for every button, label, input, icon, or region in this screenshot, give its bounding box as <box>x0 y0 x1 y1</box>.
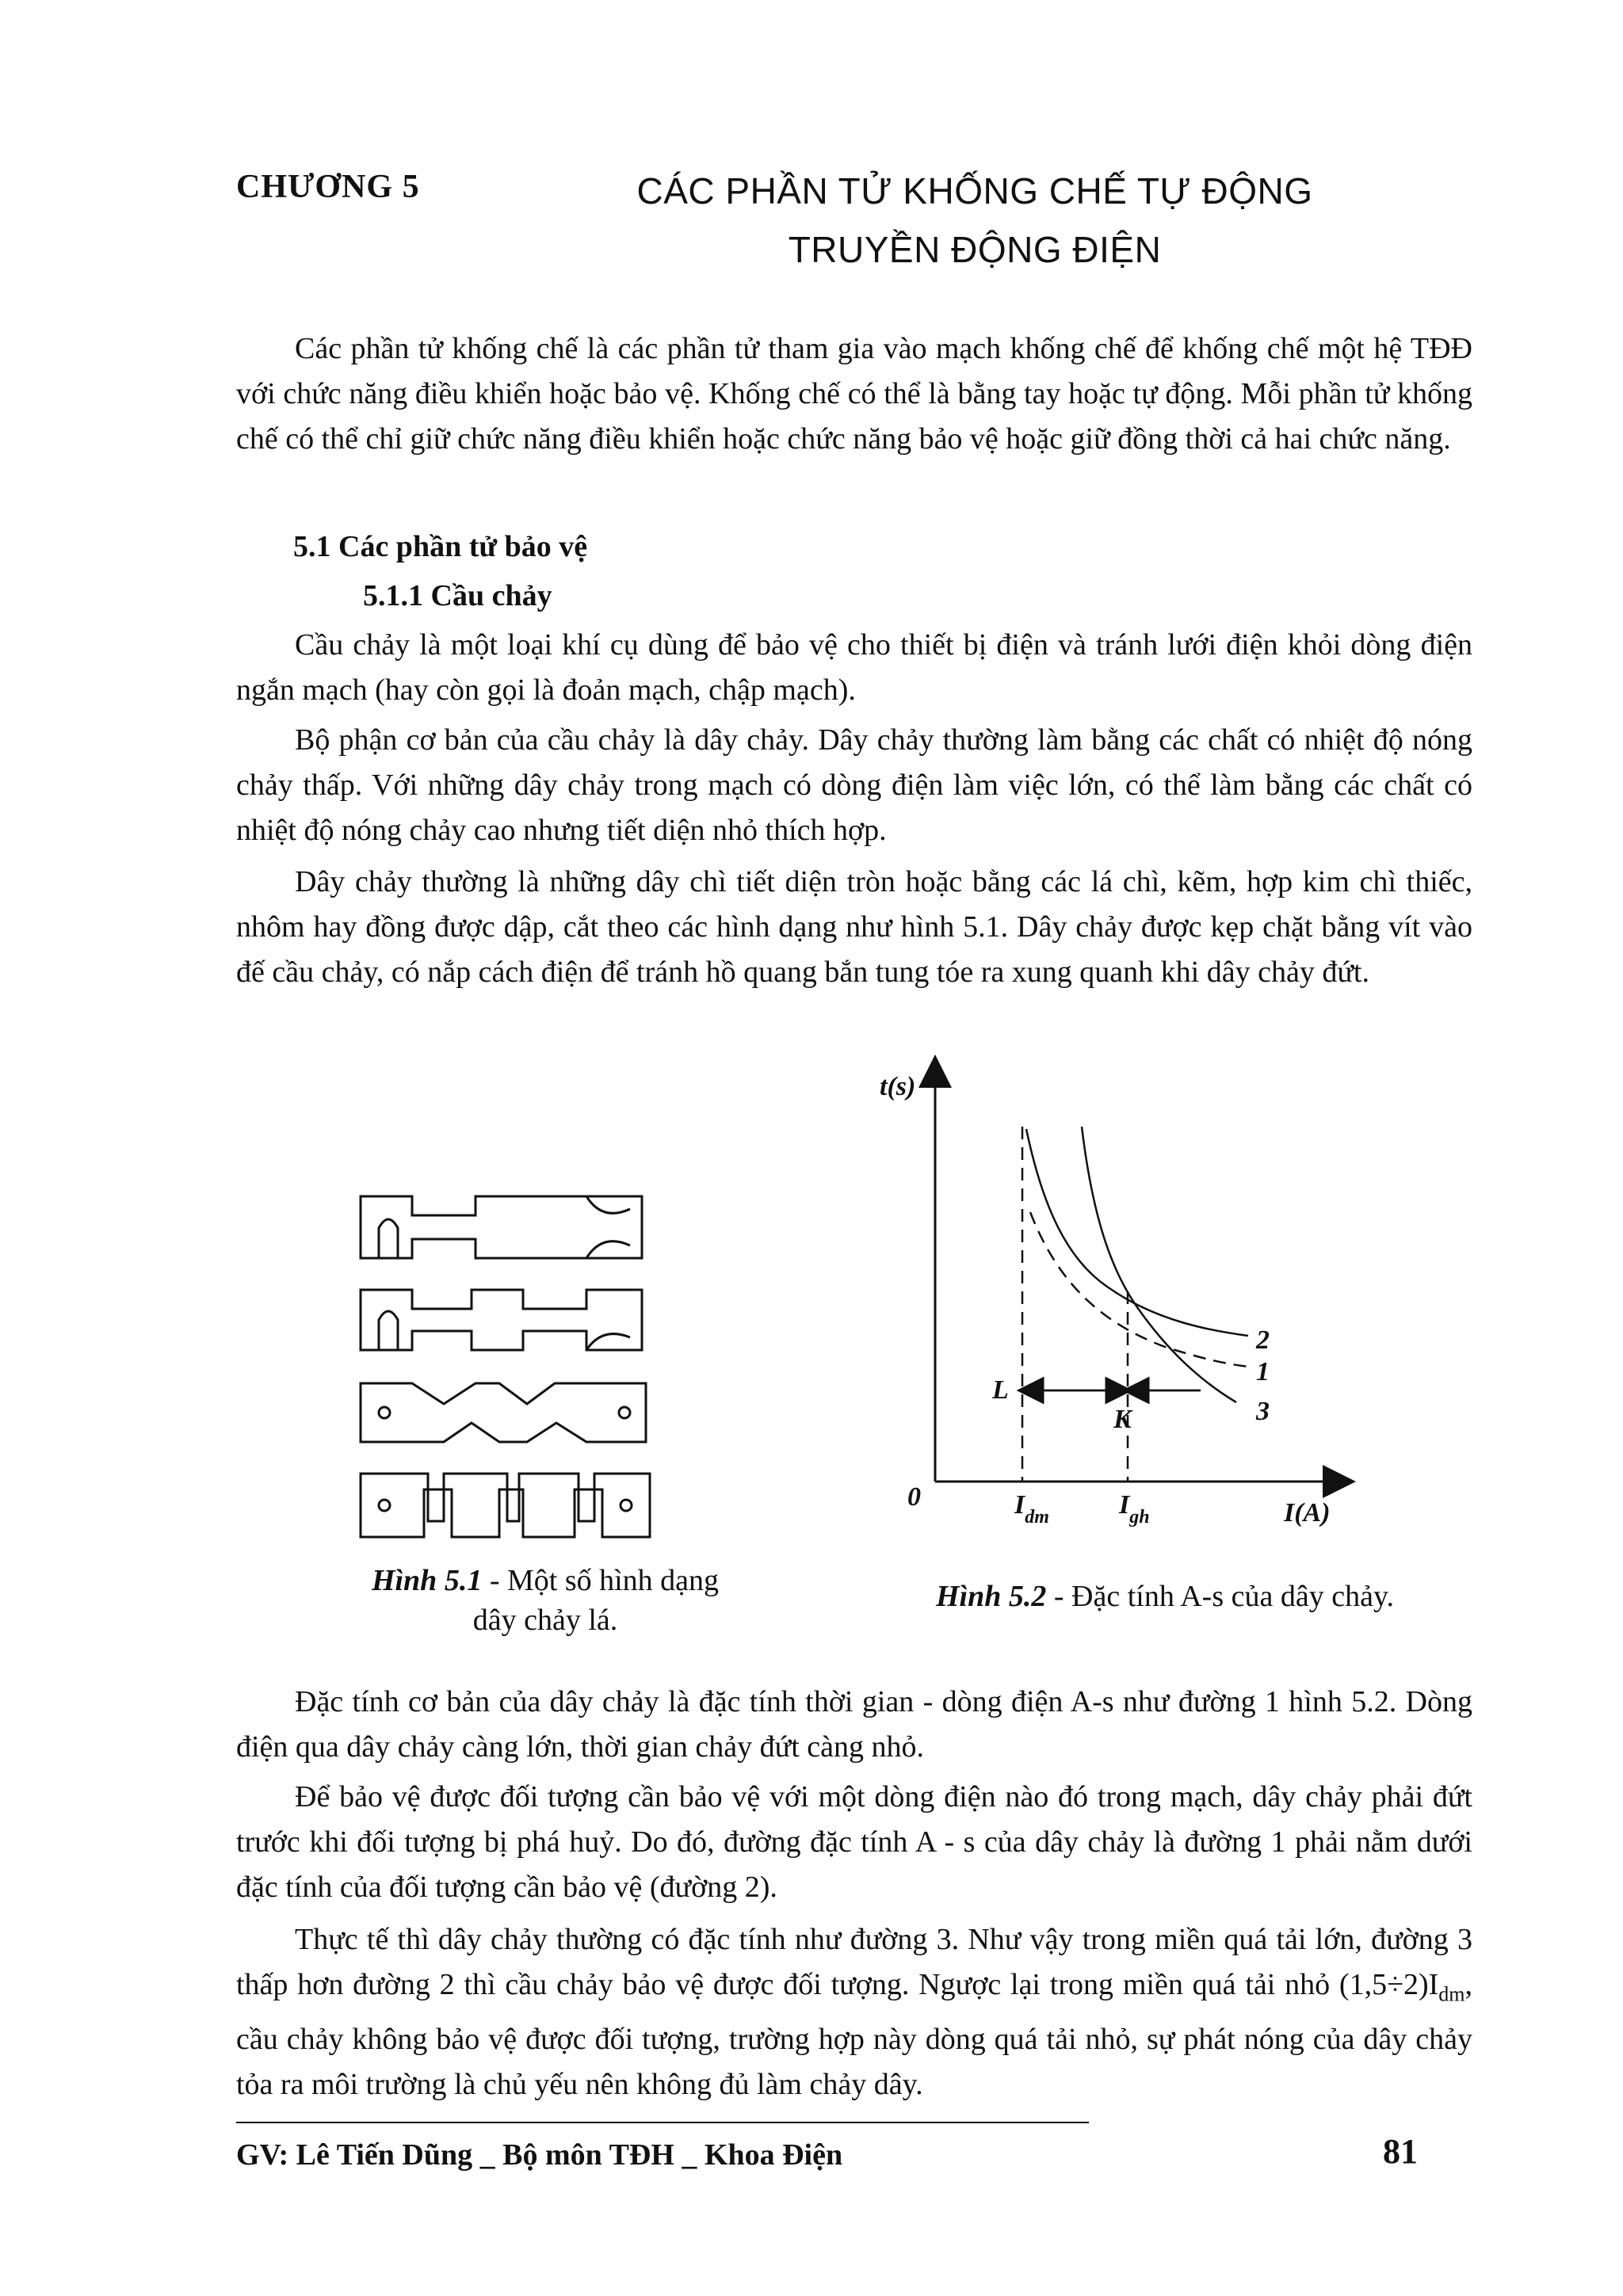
intro-paragraph: Các phần tử khống chế là các phần tử tham gia vào mạch khống chế để khống chế một hệ TĐĐ với chức năng điều khiển hoặc bảo vệ. Khống chế có thể là bằng tay hoặc tự động. Mỗi phần tử khống chế có thể chỉ giữ chức năng điều khiển hoặc chức năng bảo vệ hoặc giữ đồng thời cả hai chức năng. <box>236 332 1472 456</box>
chapter-title-line1: CÁC PHẦN TỬ KHỐNG CHẾ TỰ ĐỘNG <box>636 170 1313 212</box>
chapter-label: CHƯƠNG 5 <box>236 169 420 205</box>
point-K-label: K <box>1113 1405 1132 1434</box>
chapter-title-line2: TRUYỀN ĐỘNG ĐIỆN <box>788 229 1162 270</box>
origin-label: 0 <box>907 1482 921 1512</box>
fuse-shape-2 <box>361 1290 642 1350</box>
fuse-shape-3 <box>361 1383 646 1442</box>
paragraph-dac-tinh: Đặc tính cơ bản của dây chảy là đặc tính thời gian - dòng điện A-s như đường 1 hình 5.2. Dòng điện qua dây chảy càng lớn, thời gian chảy đứt càng nhỏ. <box>236 1685 1472 1764</box>
section-heading: 5.1 Các phần tử bảo vệ <box>293 530 588 563</box>
paragraph-day-chay: Dây chảy thường là những dây chì tiết diện tròn hoặc bằng các lá chì, kẽm, hợp kim chì thiếc, nhôm hay đồng được dập, cắt theo các hình dạng như hình 5.1. Dây chảy được kẹp chặt bằng vít vào đế cầu chảy, có nắp cách điện để tránh hồ quang bắn tung tóe ra xung quanh khi dây chảy đứt. <box>236 865 1472 989</box>
fuse-shape-4 <box>361 1474 650 1537</box>
figure-5-1-fuse-shapes <box>349 1180 666 1553</box>
paragraph-thuc-te: Thực tế thì dây chảy thường có đặc tính như đường 3. Như vậy trong miền quá tải lớn, đường 3 thấp hơn đường 2 thì cầu chảy bảo vệ được đối tượng. Ngược lại trong miền quá tải nhỏ $(1,5\div 2)I_{dm}$, cầu chảy không bảo vệ được đối tượng, trường hợp này dòng quá tải nhỏ, sự phát nóng của dây chảy tỏa ra môi trường là chủ yếu nên không đủ làm chảy dây. <box>236 1923 1472 2101</box>
subsection-heading: 5.1.1 Cầu chảy <box>363 579 552 612</box>
point-L-label: L <box>992 1375 1009 1405</box>
page-number: 81 <box>1383 2132 1418 2171</box>
paragraph-cau-chay: Cầu chảy là một loại khí cụ dùng để bảo vệ cho thiết bị điện và tránh lưới điện khỏi dòng điện ngắn mạch (hay còn gọi là đoản mạch, chập mạch). <box>236 628 1472 707</box>
paragraph-bao-ve: Để bảo vệ được đối tượng cần bảo vệ với một dòng điện nào đó trong mạch, dây chảy phải đứt trước khi đối tượng bị phá huỷ. Do đó, đường đặc tính A - s của dây chảy là đường 1 phải nằm dưới đặc tính của đối tượng cần bảo vệ (đường 2). <box>236 1780 1472 1904</box>
igh-tick-label: $I_{gh}$ <box>1119 1490 1150 1527</box>
curve-3-label: 3 <box>1256 1397 1270 1426</box>
curve-2-label: 2 <box>1256 1325 1270 1355</box>
figure-5-2-as-characteristic <box>872 1054 1363 1545</box>
y-axis-label: t(s) <box>880 1072 916 1101</box>
idm-tick-label: $I_{dm}$ <box>1014 1490 1049 1527</box>
curve-3 <box>1082 1127 1236 1402</box>
figure-5-2-caption: Hình 5.2 - Đặc tính A-s của dây chảy. <box>936 1580 1394 1613</box>
paragraph-bo-phan: Bộ phận cơ bản của cầu chảy là dây chảy. Dây chảy thường làm bằng các chất có nhiệt độ nóng chảy thấp. Với những dây chảy trong mạch có dòng điện làm việc lớn, có thể làm bằng các chất có nhiệt độ nóng chảy cao nhưng tiết diện nhỏ thích hợp. <box>236 723 1472 847</box>
figure-5-1-caption: Hình 5.1 - Một số hình dạng dây chảy lá. <box>371 1564 720 1637</box>
fuse-shape-1 <box>361 1196 642 1258</box>
curve-1-label: 1 <box>1256 1357 1270 1386</box>
footer-author: GV: Lê Tiến Dũng _ Bộ môn TĐH _ Khoa Điện <box>236 2138 843 2172</box>
curve-2 <box>1026 1129 1248 1336</box>
footer-divider <box>236 2122 1089 2123</box>
x-axis-label: I(A) <box>1284 1498 1331 1527</box>
